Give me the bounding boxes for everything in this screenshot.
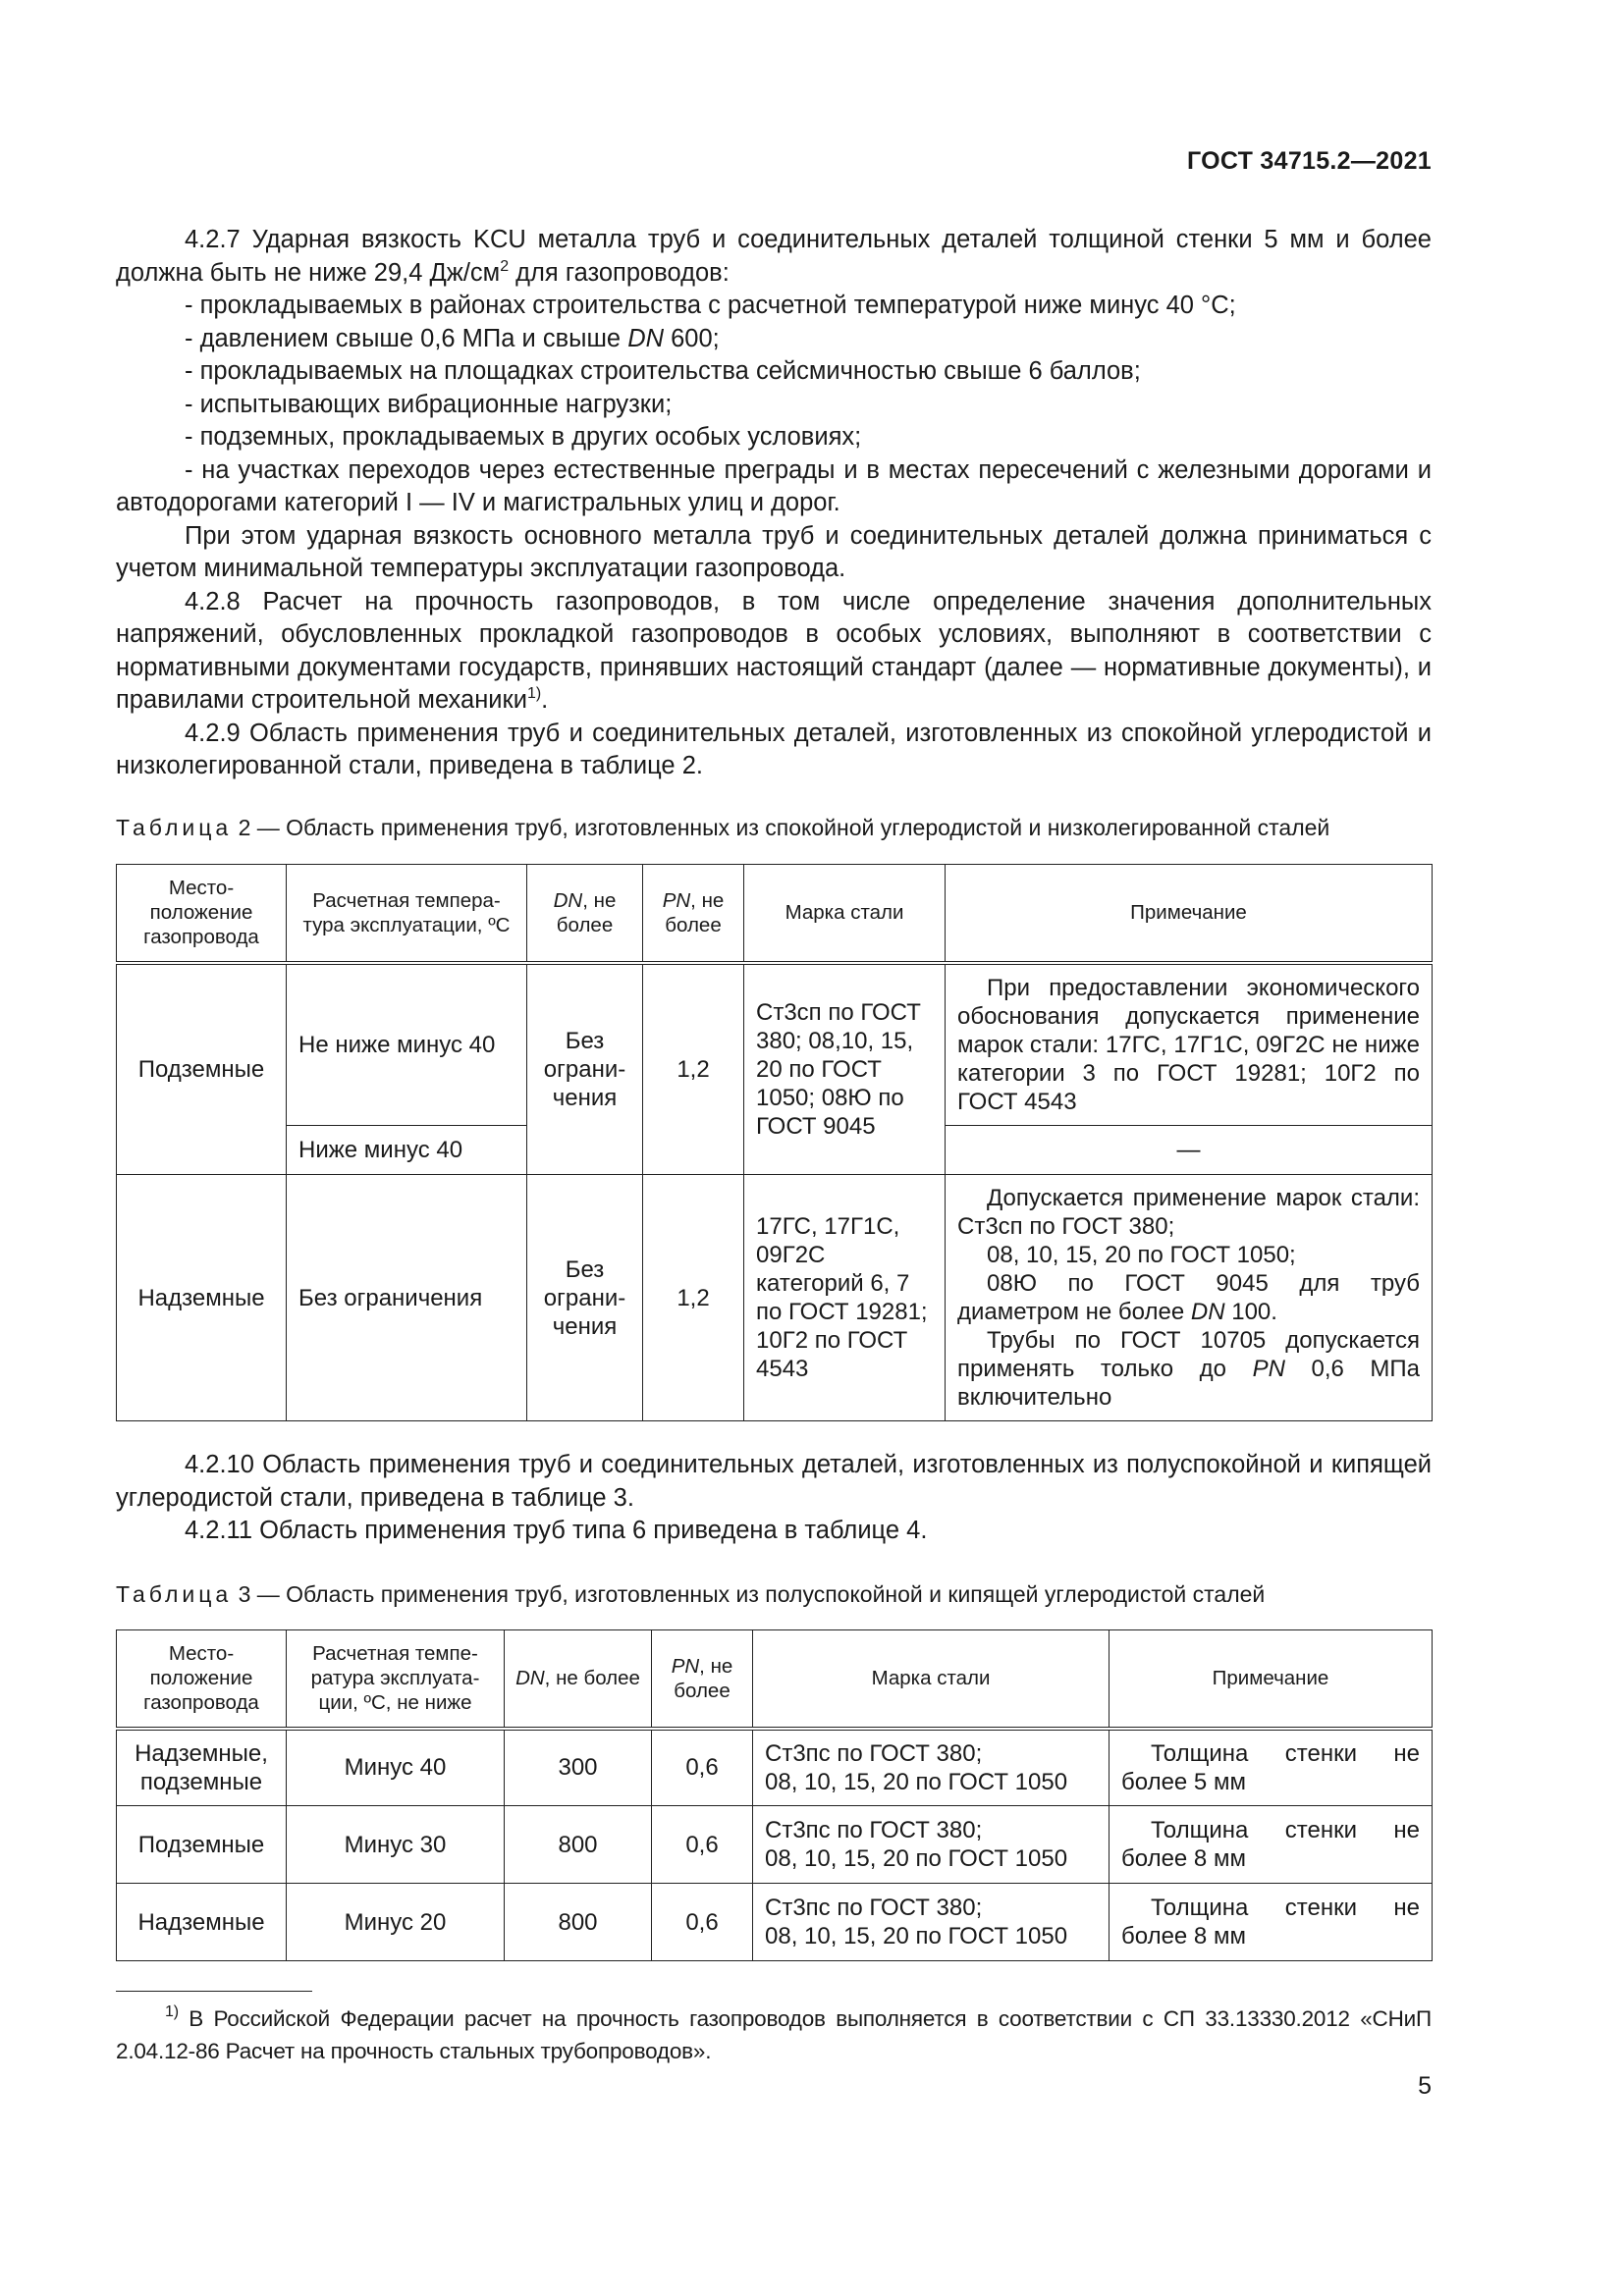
col-header-temperature: Расчетная темпера-тура эксплуатации, ºС bbox=[287, 865, 527, 963]
table-row bbox=[117, 963, 1433, 1126]
cell-note bbox=[946, 1175, 1433, 1421]
table-3-caption bbox=[116, 1581, 1432, 1608]
steel-line: Ст3пс по ГОСТ 380; bbox=[765, 1817, 983, 1843]
cell-temperature: Ниже минус 40 bbox=[287, 1126, 527, 1175]
col-header-temperature: Расчетная темпе-ратура эксплуата-ции, ºС, не ниже bbox=[287, 1630, 505, 1729]
paragraph-4-2-11: 4.2.11 Область применения труб типа 6 приведена в таблице 4. bbox=[185, 1517, 928, 1544]
list-item: - прокладываемых в районах строительства с расчетной температурой ниже минус 40 °С; bbox=[185, 292, 1236, 319]
standard-designation: ГОСТ 34715.2—2021 bbox=[1186, 147, 1432, 175]
col-header-note: Примечание bbox=[946, 865, 1433, 963]
note-text: 08Ю по ГОСТ 9045 для труб диаметром не более bbox=[957, 1270, 1420, 1325]
note-line: 08, 10, 15, 20 по ГОСТ 1050; bbox=[987, 1242, 1296, 1268]
pn-symbol: PN bbox=[662, 888, 691, 912]
cell-dn: Без ограни-чения bbox=[527, 1175, 643, 1421]
footnote bbox=[116, 2002, 1432, 2067]
footnote-separator bbox=[116, 1991, 312, 1992]
col-header-pn bbox=[643, 865, 744, 963]
col-header-location: Место-положение газопровода bbox=[117, 1630, 287, 1729]
paragraph-impact-note: При этом ударная вязкость основного металла труб и соединительных деталей должна приниматься с учетом минимальной температуры эксплуатации газопровода. bbox=[116, 521, 1432, 582]
cell-dn: 300 bbox=[505, 1729, 652, 1806]
note-text: Трубы по ГОСТ 10705 допускается применять только до bbox=[957, 1327, 1420, 1382]
cell-pn: 1,2 bbox=[643, 963, 744, 1175]
table-2 bbox=[116, 864, 1433, 1421]
p428-text: 4.2.8 Расчет на прочность газопроводов, в том числе определение значения дополнительных напряжений, обусловленных прокладкой газопроводов в особых условиях, выполняют в соответствии с нормативными документами государств, принявших настоящий стандарт (далее — нормативные документы), и правилами строительной механики bbox=[116, 587, 1432, 714]
steel-line: Ст3пс по ГОСТ 380; bbox=[765, 1895, 983, 1921]
body-text bbox=[116, 224, 1432, 783]
cell-steel bbox=[753, 1806, 1110, 1884]
cell-temperature: Минус 30 bbox=[287, 1806, 505, 1884]
paragraph-4-2-8 bbox=[116, 586, 1432, 718]
cell-dn: 800 bbox=[505, 1806, 652, 1884]
list-item-text: - давлением свыше 0,6 МПа и свыше bbox=[185, 324, 628, 352]
cell-pn: 0,6 bbox=[652, 1884, 753, 1961]
paragraph-4-2-10: 4.2.10 Область применения труб и соединительных деталей, изготовленных из полуспокойной и кипящей углеродистой стали, приведена в таблице 3. bbox=[116, 1451, 1432, 1512]
cell-steel bbox=[753, 1884, 1110, 1961]
steel-line: 08, 10, 15, 20 по ГОСТ 1050 bbox=[765, 1923, 1068, 1949]
cell-dn: 800 bbox=[505, 1884, 652, 1961]
footnote-reference: 1) bbox=[526, 685, 542, 702]
list-item: - подземных, прокладываемых в других особых условиях; bbox=[185, 423, 862, 451]
table-row bbox=[117, 1884, 1433, 1961]
list-item: - испытывающих вибрационные нагрузки; bbox=[185, 390, 673, 418]
dn-symbol: DN bbox=[627, 324, 665, 352]
dn-symbol: DN bbox=[1190, 1299, 1225, 1325]
table-row bbox=[117, 1729, 1433, 1806]
col-header-note: Примечание bbox=[1110, 1630, 1433, 1729]
steel-line: Ст3пс по ГОСТ 380; bbox=[765, 1739, 983, 1767]
col-header-dn bbox=[505, 1630, 652, 1729]
p427-lead: 4.2.7 Ударная вязкость KCU металла труб и соединительных деталей толщиной стенки 5 мм и более должна быть не ниже 29,4 Дж/см bbox=[116, 226, 1432, 287]
cell-steel: 17ГС, 17Г1С, 09Г2С категорий 6, 7 по ГОСТ 19281; 10Г2 по ГОСТ 4543 bbox=[744, 1175, 946, 1421]
cell-location: Подземные bbox=[117, 963, 287, 1175]
paragraph-4-2-9: 4.2.9 Область применения труб и соединительных деталей, изготовленных из спокойной углеродистой и низколегированной стали, приведена в таблице 2. bbox=[116, 719, 1432, 779]
cell-temperature: Минус 40 bbox=[287, 1729, 505, 1806]
footnote-text: В Российской Федерации расчет на прочность газопроводов выполняется в соответствии с СП 33.13330.2012 «СНиП 2.04.12-86 Расчет на прочность стальных трубопроводов». bbox=[116, 2006, 1432, 2063]
steel-line: 08, 10, 15, 20 по ГОСТ 1050 bbox=[765, 1768, 1068, 1795]
cell-note: Толщина стенки не более 8 мм bbox=[1110, 1806, 1433, 1884]
note-line: Допускается применение марок стали: Ст3сп по ГОСТ 380; bbox=[957, 1185, 1420, 1240]
cell-note: Толщина стенки не более 5 мм bbox=[1110, 1729, 1433, 1806]
document-page bbox=[116, 0, 1432, 2296]
cell-dn: Без ограни-чения bbox=[527, 963, 643, 1175]
list-item: - прокладываемых на площадках строительства сейсмичностью свыше 6 баллов; bbox=[185, 357, 1141, 385]
header-text: , не более bbox=[556, 888, 617, 936]
col-header-location: Место-положение газопровода bbox=[117, 865, 287, 963]
cell-steel bbox=[753, 1729, 1110, 1806]
note-line bbox=[957, 1326, 1420, 1412]
table-row bbox=[117, 1175, 1433, 1421]
table-row bbox=[117, 1806, 1433, 1884]
cell-temperature: Минус 20 bbox=[287, 1884, 505, 1961]
cell-pn: 1,2 bbox=[643, 1175, 744, 1421]
page-number: 5 bbox=[1418, 2072, 1432, 2100]
header-text: , не более bbox=[674, 1654, 733, 1702]
cell-note: — bbox=[946, 1126, 1433, 1175]
col-header-steel: Марка стали bbox=[744, 865, 946, 963]
caption-label: Таблица bbox=[116, 815, 233, 840]
pn-symbol: PN bbox=[671, 1654, 700, 1678]
cell-pn: 0,6 bbox=[652, 1806, 753, 1884]
list-item bbox=[116, 323, 1432, 356]
col-header-dn bbox=[527, 865, 643, 963]
cell-pn: 0,6 bbox=[652, 1729, 753, 1806]
dn-symbol: DN bbox=[515, 1667, 545, 1690]
body-text-middle bbox=[116, 1449, 1432, 1548]
p428-tail: . bbox=[541, 686, 549, 714]
cell-note: При предоставлении экономического обоснования допускается применение марок стали: 17ГС, 17Г1С, 09Г2С не ниже категории 3 по ГОСТ 19281; 10Г2 по ГОСТ 4543 bbox=[946, 963, 1433, 1126]
table-3 bbox=[116, 1629, 1433, 1961]
caption-label: Таблица bbox=[116, 1581, 233, 1607]
cell-temperature: Не ниже минус 40 bbox=[287, 963, 527, 1126]
p427-superscript: 2 bbox=[500, 257, 510, 275]
caption-text: 2 — Область применения труб, изготовленных из спокойной углеродистой и низколегированной сталей bbox=[232, 815, 1330, 840]
cell-location: Подземные bbox=[117, 1806, 287, 1884]
header-text: , не более bbox=[544, 1667, 640, 1690]
p427-tail: для газопроводов: bbox=[509, 258, 730, 287]
cell-temperature: Без ограничения bbox=[287, 1175, 527, 1421]
note-text: 100. bbox=[1224, 1299, 1277, 1325]
dn-symbol: DN bbox=[553, 888, 583, 912]
cell-location: Надземные bbox=[117, 1884, 287, 1961]
cell-location: Надземные, подземные bbox=[117, 1729, 287, 1806]
paragraph-4-2-7 bbox=[116, 224, 1432, 290]
cell-note: Толщина стенки не более 8 мм bbox=[1110, 1884, 1433, 1961]
col-header-steel: Марка стали bbox=[753, 1630, 1110, 1729]
cell-location: Надземные bbox=[117, 1175, 287, 1421]
note-text: 0,6 МПа включительно bbox=[957, 1356, 1420, 1411]
steel-line: 08, 10, 15, 20 по ГОСТ 1050 bbox=[765, 1845, 1068, 1872]
list-item: - на участках переходов через естественные преграды и в местах пересечений с железными дорогами и автодорогами категорий I — IV и магистральных улиц и дорог. bbox=[116, 455, 1432, 516]
list-item-text: 600; bbox=[664, 324, 720, 352]
header-text: , не более bbox=[665, 888, 725, 936]
note-line bbox=[957, 1269, 1420, 1326]
caption-text: 3 — Область применения труб, изготовленных из полуспокойной и кипящей углеродистой сталей bbox=[232, 1581, 1266, 1607]
footnote-mark: 1) bbox=[165, 2003, 179, 2020]
col-header-pn bbox=[652, 1630, 753, 1729]
pn-symbol: PN bbox=[1252, 1356, 1285, 1382]
table-2-caption bbox=[116, 815, 1432, 841]
cell-steel: Ст3сп по ГОСТ 380; 08,10, 15, 20 по ГОСТ 1050; 08Ю по ГОСТ 9045 bbox=[744, 963, 946, 1175]
